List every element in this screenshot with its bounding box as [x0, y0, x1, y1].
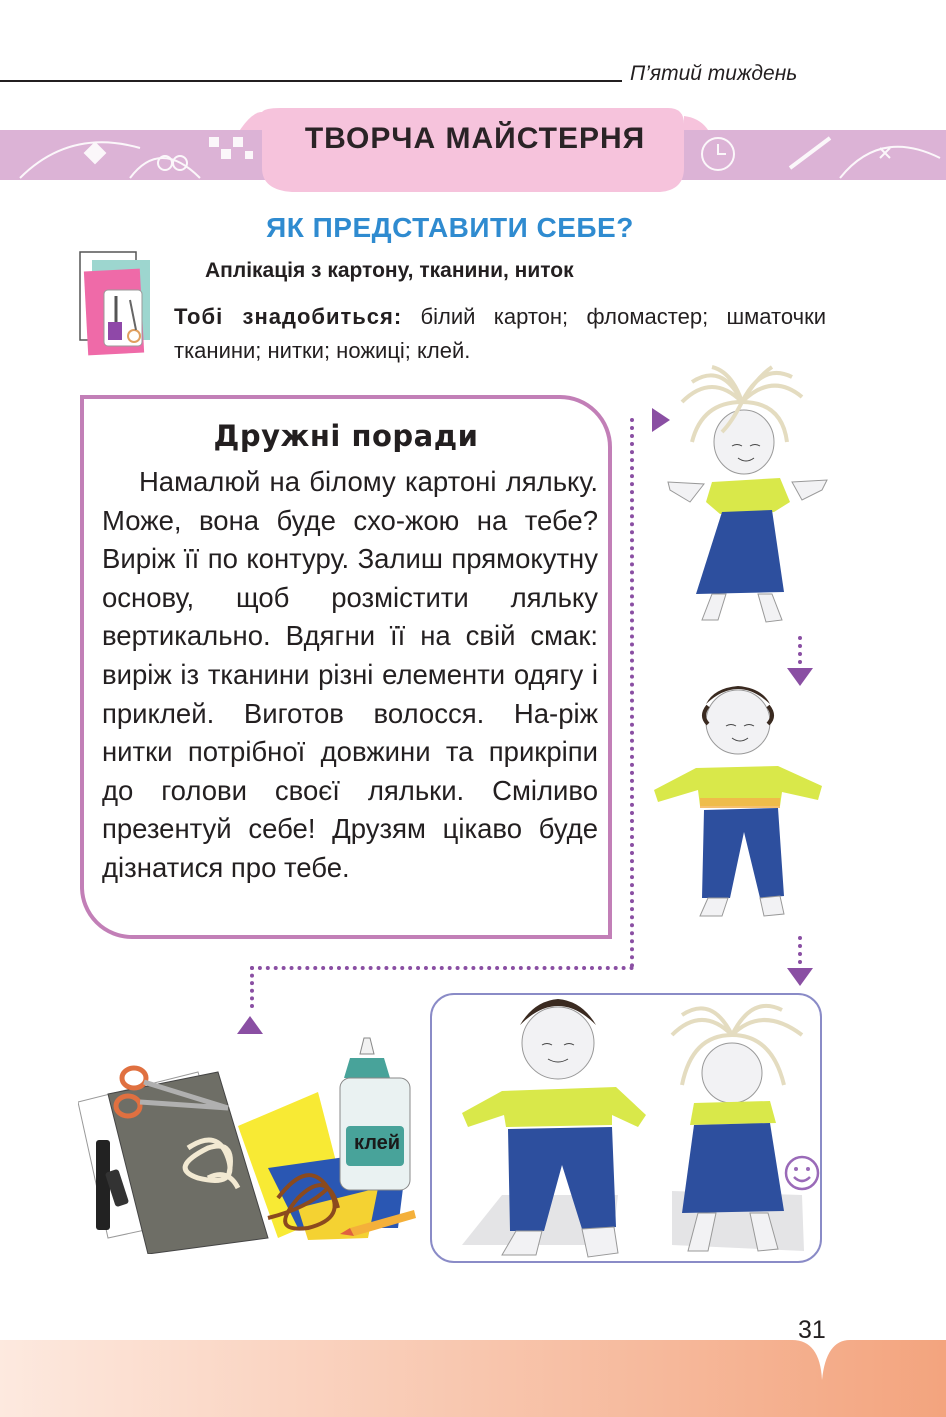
- advice-box: [80, 395, 612, 939]
- advice-text: Намалюй на білому картоні ляльку. Може, вона буде схо-жою на тебе? Виріж її по контуру. Залиш прямокутну основу, щоб розмістити ляльку вертикально. Вдягни її на свій смак: виріж із тканини різні елементи одягу і приклей. Виготов волосся. На-ріж нитки потрібної довжини та прикріпи до голови своєї ляльки. Сміливо презентуй себе! Друзям цікаво буде дізнатися про тебе.: [102, 466, 606, 883]
- lesson-subtitle: Аплікація з картону, тканини, ниток: [205, 259, 574, 282]
- page-number: 31: [798, 1316, 826, 1344]
- lesson-title: ЯК ПРЕДСТАВИТИ СЕБЕ?: [266, 212, 634, 243]
- connector-step2: [798, 636, 802, 664]
- advice-title: Дружні поради: [213, 419, 479, 453]
- arrow-down-icon: [787, 968, 813, 986]
- smiley-icon: [786, 1157, 818, 1189]
- connector-left-drop: [250, 966, 254, 1008]
- week-label: П’ятий тиждень: [630, 62, 798, 85]
- doll-step1-image: [662, 362, 832, 624]
- glue-label: клей: [353, 1132, 401, 1154]
- glue-bottle-icon: [340, 1038, 410, 1190]
- materials-needed: [174, 300, 826, 368]
- finished-dolls-image: [432, 995, 820, 1261]
- materials-list: білий картон; фломастер; шматочки тканини; нитки; ножиці; клей.: [174, 304, 826, 363]
- supplies-icon: [78, 248, 154, 358]
- section-badge: ТВОРЧА МАЙСТЕРНЯ: [304, 122, 646, 155]
- header-rule: [0, 80, 622, 82]
- connector-vertical: [630, 418, 634, 968]
- connector-horizontal: [250, 966, 634, 970]
- connector-step3: [798, 936, 802, 964]
- footer-band: [0, 1340, 946, 1417]
- doll-step2-image: [652, 682, 830, 918]
- materials-label: Тобі знадобиться:: [174, 304, 403, 329]
